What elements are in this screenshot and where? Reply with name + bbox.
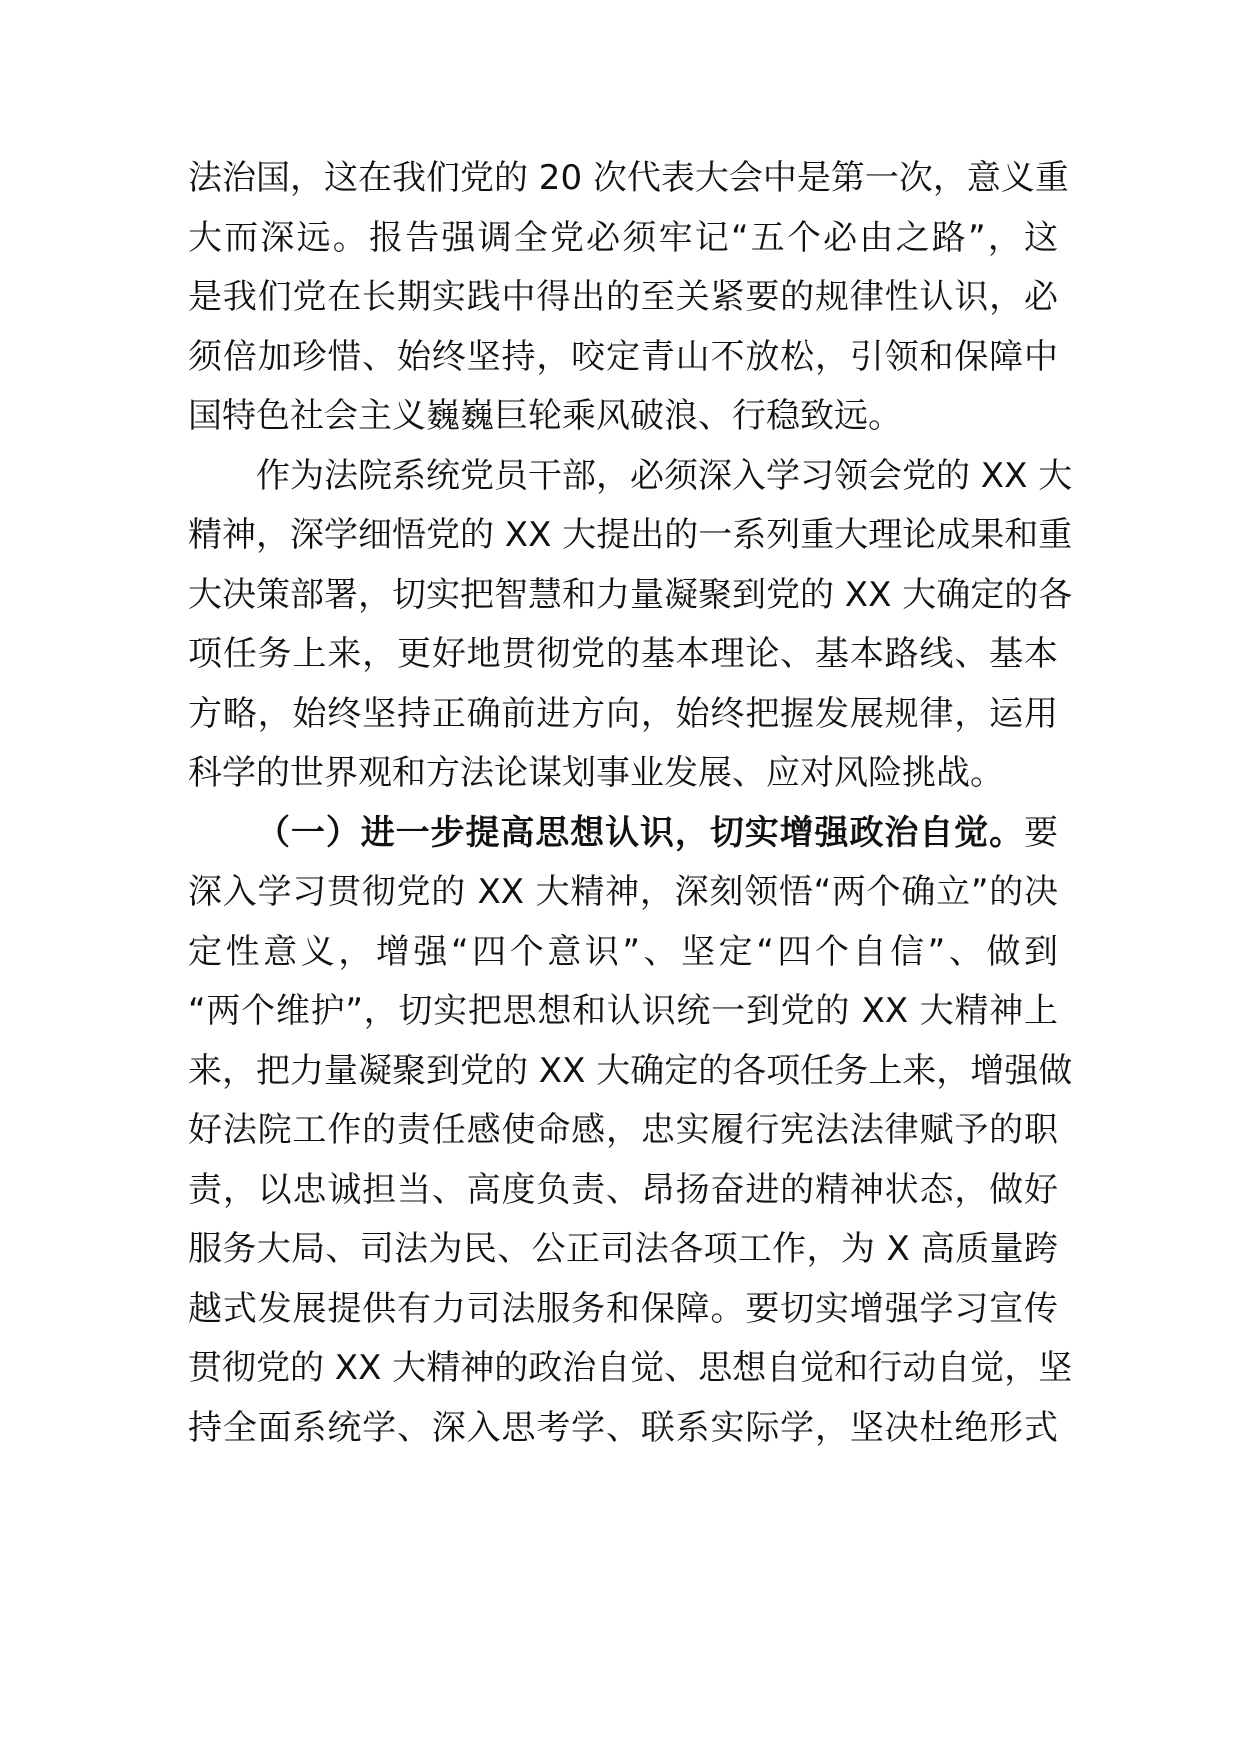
- paragraph-3-line-9: 越式发展提供有力司法服务和保障。要切实增强学习宣传: [188, 1289, 1058, 1329]
- paragraph-3-line-5: 来，把力量凝聚到党的 XX 大确定的各项任务上来，增强做: [188, 1051, 1073, 1091]
- paragraph-2-line-5: 方略，始终坚持正确前进方向，始终把握发展规律，运用: [188, 694, 1058, 734]
- paragraph-1-line-1: 法治国，这在我们党的 20 次代表大会中是第一次，意义重: [188, 158, 1069, 198]
- paragraph-3-line-2: 深入学习贯彻党的 XX 大精神，深刻领悟“两个确立”的决: [188, 872, 1058, 912]
- paragraph-1-line-5: 国特色社会主义巍巍巨轮乘风破浪、行稳致远。: [188, 396, 902, 436]
- paragraph-2-line-1: 作为法院系统党员干部，必须深入学习领会党的 XX 大: [256, 456, 1073, 496]
- paragraph-2-line-2: 精神，深学细悟党的 XX 大提出的一系列重大理论成果和重: [188, 515, 1073, 555]
- paragraph-3-line-4: “两个维护”，切实把思想和认识统一到党的 XX 大精神上: [188, 991, 1058, 1031]
- heading-tail-text: 要: [1024, 813, 1058, 853]
- paragraph-1-line-2: 大而深远。报告强调全党必须牢记“五个必由之路”，这: [188, 218, 1058, 258]
- paragraph-1-line-4: 须倍加珍惜、始终坚持，咬定青山不放松，引领和保障中: [188, 337, 1058, 377]
- paragraph-3-line-11: 持全面系统学、深入思考学、联系实际学，坚决杜绝形式: [188, 1408, 1058, 1448]
- paragraph-3-line-6: 好法院工作的责任感使命感，忠实履行宪法法律赋予的职: [188, 1110, 1058, 1150]
- paragraph-3-line-3: 定性意义，增强“四个意识”、坚定“四个自信”、做到: [188, 932, 1058, 972]
- paragraph-3-line-10: 贯彻党的 XX 大精神的政治自觉、思想自觉和行动自觉，坚: [188, 1348, 1073, 1388]
- section-heading: （一）进一步提高思想认识，切实增强政治自觉。: [256, 813, 1024, 853]
- paragraph-3-line-8: 服务大局、司法为民、公正司法各项工作，为 X 高质量跨: [188, 1229, 1058, 1269]
- paragraph-1-line-3: 是我们党在长期实践中得出的至关紧要的规律性认识，必: [188, 277, 1058, 317]
- paragraph-2-line-6: 科学的世界观和方法论谋划事业发展、应对风险挑战。: [188, 753, 1004, 793]
- paragraph-2-line-4: 项任务上来，更好地贯彻党的基本理论、基本路线、基本: [188, 634, 1058, 674]
- paragraph-3-line-7: 责，以忠诚担当、高度负责、昂扬奋进的精神状态，做好: [188, 1170, 1058, 1210]
- paragraph-2-line-3: 大决策部署，切实把智慧和力量凝聚到党的 XX 大确定的各: [188, 575, 1073, 615]
- paragraph-3-line-1: [256, 803, 1058, 863]
